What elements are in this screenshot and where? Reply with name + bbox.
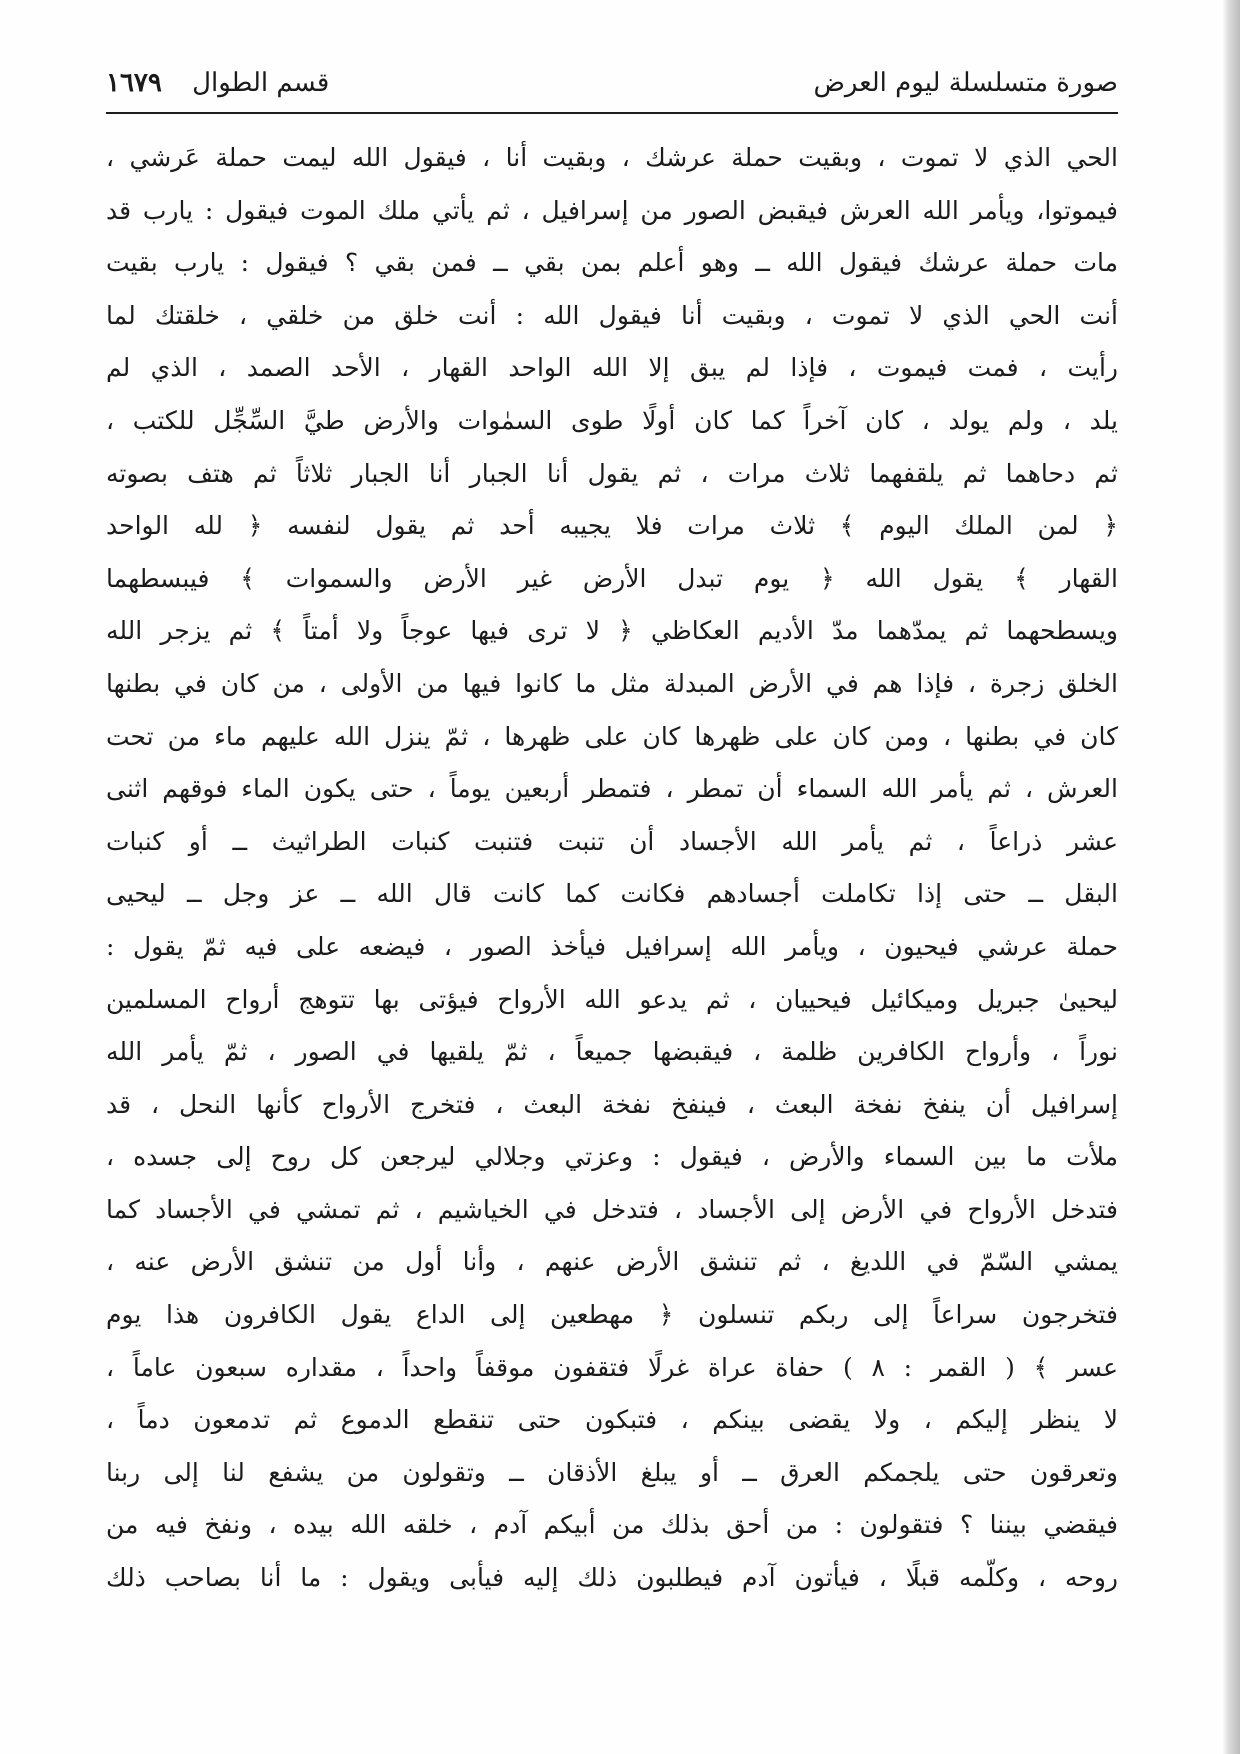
text-line: فتخرجون سراعاً إلى ربكم تنسلون ﴿ مهطعين إلى الداع يقول الكافرون هذا يوم xyxy=(106,1300,1118,1330)
text-line: عسر ﴾ ( القمر : ٨ ) حفاة عراة غرلًا فتقفون موقفاً واحداً ، مقداره سبعون عاماً ، xyxy=(106,1352,1118,1382)
page-header xyxy=(106,64,1118,110)
text-line: فيقضي بيننا ؟ فتقولون : من أحق بذلك من أبيكم آدم ، خلقه الله بيده ، ونفخ فيه من xyxy=(106,1510,1118,1540)
page-edge-shadow xyxy=(1222,0,1240,1754)
body-text xyxy=(106,132,1118,1605)
text-line: وتعرقون حتى يلجمكم العرق ــ أو يبلغ الأذقان ــ وتقولون من يشفع لنا إلى ربنا xyxy=(106,1457,1118,1487)
text-line: مات حملة عرشك فيقول الله ــ وهو أعلم بمن بقي ــ فمن بقي ؟ فيقول : يارب بقيت xyxy=(106,248,1118,278)
text-line: يلد ، ولم يولد ، كان آخراً كما كان أولًا طوى السمٰوات والأرض طيَّ السِّجِّل للكتب ، xyxy=(106,405,1118,435)
text-line: القهار ﴾ يقول الله ﴿ يوم تبدل الأرض غير الأرض والسموات ﴾ فيبسطهما xyxy=(106,563,1118,593)
header-rule xyxy=(106,112,1118,114)
text-line: عشر ذراعاً ، ثم يأمر الله الأجساد أن تنبت فتنبت كنبات الطراثيث ــ أو كنبات xyxy=(106,826,1118,856)
text-line: البقل ــ حتى إذا تكاملت أجسادهم فكانت كما كانت قال الله ــ عز وجل ــ ليحيى xyxy=(106,879,1118,909)
text-line: نوراً ، وأرواح الكافرين ظلمة ، فيقبضها جميعاً ، ثمّ يلقيها في الصور ، ثمّ يأمر الله xyxy=(106,1037,1118,1067)
text-line: ﴿ لمن الملك اليوم ﴾ ثلاث مرات فلا يجيبه أحد ثم يقول لنفسه ﴿ لله الواحد xyxy=(106,511,1118,541)
text-line: فتدخل الأرواح في الأرض إلى الأجساد ، فتدخل في الخياشيم ، ثم تمشي في الأجساد كما xyxy=(106,1194,1118,1224)
text-line: العرش ، ثم يأمر الله السماء أن تمطر ، فتمطر أربعين يوماً ، حتى يكون الماء فوقهم اثنى xyxy=(106,774,1118,804)
text-line: فيموتوا، ويأمر الله العرش فيقبض الصور من إسرافيل ، ثم يأتي ملك الموت فيقول : يارب قد xyxy=(106,195,1118,225)
text-line: يمشي السّمّ في اللديغ ، ثم تنشق الأرض عنهم ، وأنا أول من تنشق الأرض عنه ، xyxy=(106,1247,1118,1277)
page-number: ١٦٧٩ xyxy=(106,68,162,98)
text-line: ملأت ما بين السماء والأرض ، فيقول : وعزتي وجلالي ليرجعن كل روح إلى جسده ، xyxy=(106,1142,1118,1172)
text-line: ثم دحاهما ثم يلقفهما ثلاث مرات ، ثم يقول أنا الجبار أنا الجبار ثلاثاً ثم هتف بصوته xyxy=(106,458,1118,488)
text-line: حملة عرشي فيحيون ، ويأمر الله إسرافيل فيأخذ الصور ، فيضعه على فيه ثمّ يقول : xyxy=(106,931,1118,961)
text-line: روحه ، وكلّمه قبلًا ، فيأتون آدم فيطلبون ذلك إليه فيأبى ويقول : ما أنا بصاحب ذلك xyxy=(106,1563,1118,1593)
text-line: لا ينظر إليكم ، ولا يقضى بينكم ، فتبكون حتى تنقطع الدموع ثم تدمعون دماً ، xyxy=(106,1405,1118,1435)
text-line: رأيت ، فمت فيموت ، فإذا لم يبق إلا الله الواحد القهار ، الأحد الصمد ، الذي لم xyxy=(106,353,1118,383)
text-line: الخلق زجرة ، فإذا هم في الأرض المبدلة مثل ما كانوا فيها من الأولى ، من كان في بطنها xyxy=(106,668,1118,698)
text-line: ليحيىٰ جبريل وميكائيل فيحييان ، ثم يدعو الله الأرواح فيؤتى بها تتوهج أرواح المسلمين xyxy=(106,984,1118,1014)
text-line: ويسطحهما ثم يمدّهما مدّ الأديم العكاظي ﴿ لا ترى فيها عوجاً ولا أمتاً ﴾ ثم يزجر الله xyxy=(106,616,1118,646)
text-line: كان في بطنها ، ومن كان على ظهرها كان على ظهرها ، ثمّ ينزل الله عليهم ماء من تحت xyxy=(106,721,1118,751)
running-title: صورة متسلسلة ليوم العرض xyxy=(813,68,1118,98)
folio xyxy=(106,68,329,98)
section-name: قسم الطوال xyxy=(192,68,330,98)
text-line: أنت الحي الذي لا تموت ، وبقيت أنا فيقول الله : أنت خلق من خلقي ، خلقتك لما xyxy=(106,300,1118,330)
text-line: الحي الذي لا تموت ، وبقيت حملة عرشك ، وبقيت أنا ، فيقول الله ليمت حملة عَرشي ، xyxy=(106,143,1118,172)
text-line: إسرافيل أن ينفخ نفخة البعث ، فينفخ نفخة البعث ، فتخرج الأرواح كأنها النحل ، قد xyxy=(106,1089,1118,1119)
